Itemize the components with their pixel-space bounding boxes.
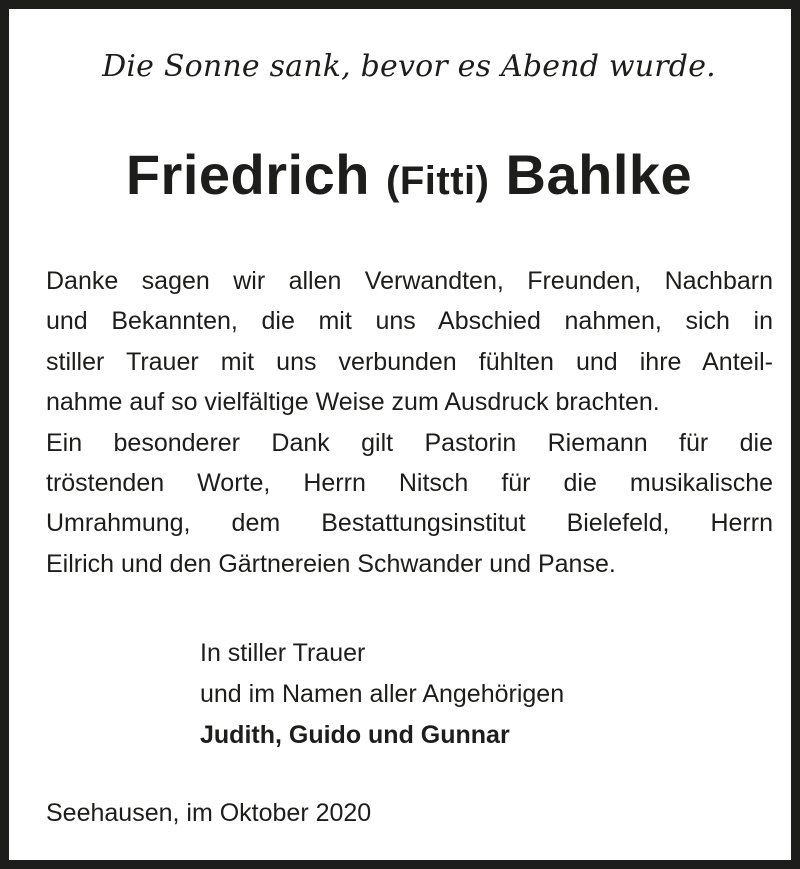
body-line: nahme auf so vielfältige Weise zum Ausdruck brachten.: [46, 388, 660, 417]
first-name: Friedrich: [125, 143, 370, 206]
body-line: tröstenden Worte, Herrn Nitsch für die musikalische: [46, 469, 773, 498]
motto: Die Sonne sank, bevor es Abend wurde.: [102, 49, 716, 84]
signature-line: In stiller Trauer: [200, 639, 366, 667]
signature-names: Judith, Guido und Gunnar: [200, 721, 510, 749]
body-line: und Bekannten, die mit uns Abschied nahmen, sich in: [46, 307, 773, 336]
body-line: Ein besonderer Dank gilt Pastorin Riemann für die: [46, 428, 773, 457]
nickname: (Fitti): [386, 159, 490, 203]
last-name: Bahlke: [505, 143, 693, 206]
deceased-name: [9, 142, 800, 207]
body-line: Umrahmung, dem Bestattungsinstitut Bielefeld, Herrn: [46, 509, 773, 538]
body-line: stiller Trauer mit uns verbunden fühlten und ihre Anteil-: [46, 347, 773, 376]
body-line: Danke sagen wir allen Verwandten, Freunden, Nachbarn: [46, 267, 773, 295]
place-date: Seehausen, im Oktober 2020: [46, 799, 372, 827]
body-line: Eilrich und den Gärtnereien Schwander und Panse.: [46, 549, 616, 578]
signature-line: und im Namen aller Angehörigen: [200, 680, 565, 708]
signature-block: [200, 633, 564, 756]
thank-you-text: [46, 261, 773, 584]
